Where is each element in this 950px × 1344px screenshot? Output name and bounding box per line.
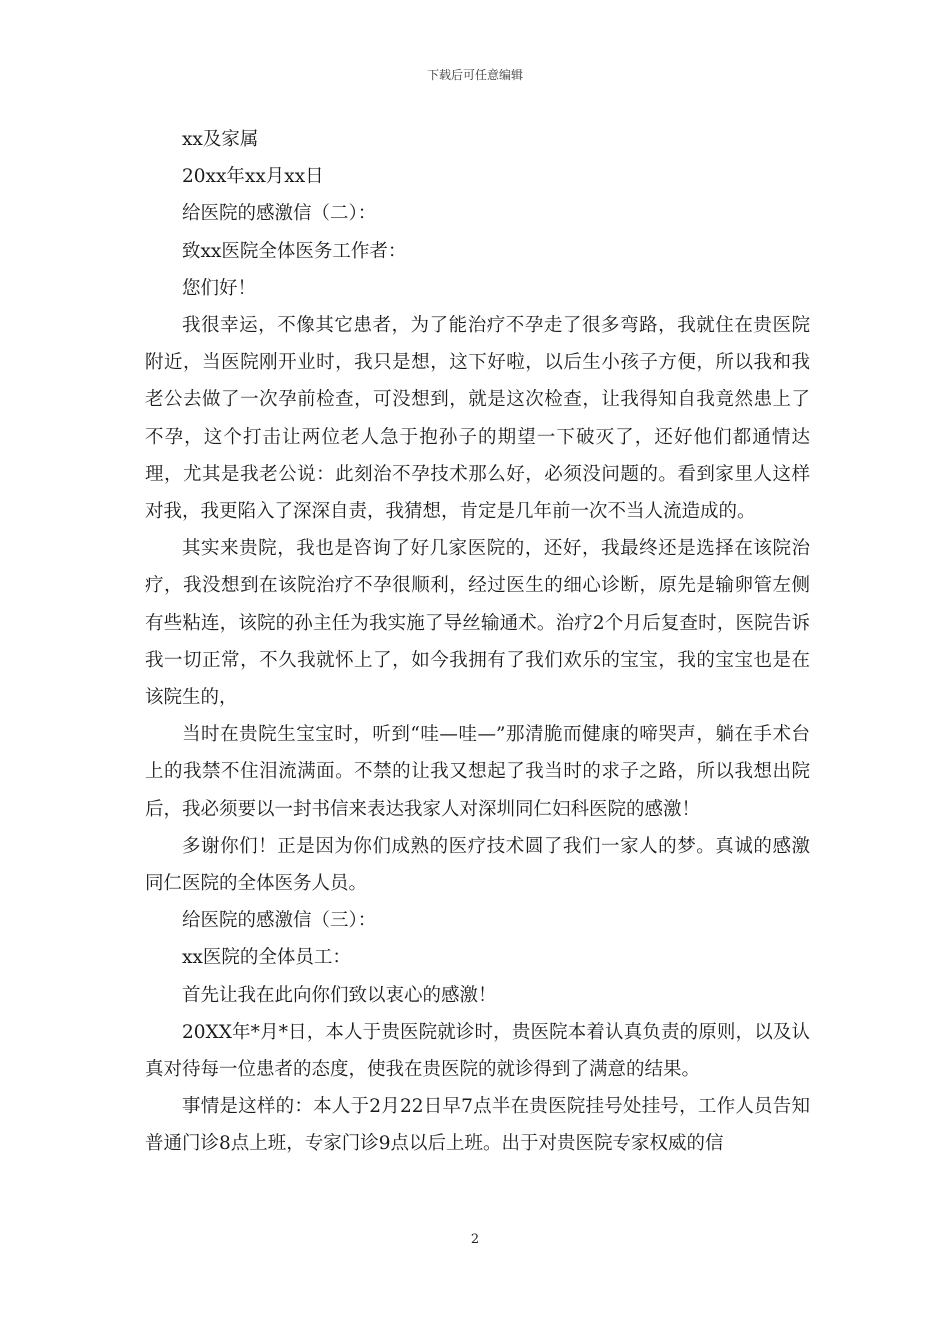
document-body	[145, 121, 810, 1163]
letter2-title: 给医院的感激信（二）：	[182, 203, 377, 225]
letter2-paragraph-4: 多谢你们！正是因为你们成熟的医疗技术圆了我们一家人的梦。真诚的感激同仁医院的全体医务人员。	[145, 835, 810, 895]
letter2-salutation: 致xx医院全体医务工作者：	[182, 240, 407, 262]
letter3-opening: 首先让我在此向你们致以衷心的感激！	[182, 984, 497, 1006]
letter3-paragraph-1: 20XX年*月*日，本人于贵医院就诊时，贵医院本着认真负责的原则，以及认真对待每一位患者的态度，使我在贵医院的就诊得到了满意的结果。	[145, 1021, 810, 1081]
letter2-paragraph-1: 我很幸运，不像其它患者，为了能治疗不孕走了很多弯路，我就住在贵医院附近，当医院刚开业时，我只是想，这下好啦，以后生小孩子方便，所以我和我老公去做了一次孕前检查，可没想到，就是这次检查，让我得知自我竟然患上了不孕，这个打击让两位老人急于抱孙子的期望一下破灭了，还好他们都通情达理，尤其是我老公说：此刻治不孕技术那么好，必须没问题的。看到家里人这样对我，我更陷入了深深自责，我猜想，肯定是几年前一次不当人流造成的。	[145, 315, 810, 523]
letter3-title: 给医院的感激信（三）：	[182, 910, 377, 932]
letter2-paragraph-3: 当时在贵院生宝宝时，听到“哇—哇—”那清脆而健康的啼哭声，躺在手术台上的我禁不住泪流满面。不禁的让我又想起了我当时的求子之路，所以我想出院后，我必须要以一封书信来表达我家人对深圳同仁妇科医院的感激！	[145, 724, 810, 820]
letter3-salutation: xx医院的全体员工：	[182, 947, 351, 969]
letter2-greeting: 您们好！	[182, 277, 257, 299]
date-line: 20xx年xx月xx日	[182, 166, 324, 188]
signature-line: xx及家属	[182, 129, 259, 150]
page-header: 下载后可任意编辑	[426, 68, 523, 82]
letter3-paragraph-2: 事情是这样的：本人于2月22日早7点半在贵医院挂号处挂号，工作人员告知普通门诊8点上班，专家门诊9点以后上班。出于对贵医院专家权威的信	[145, 1096, 810, 1155]
page-number: 2	[470, 1232, 480, 1247]
letter2-paragraph-2: 其实来贵院，我也是咨询了好几家医院的，还好，我最终还是选择在该院治疗，我没想到在该院治疗不孕很顺利，经过医生的细心诊断，原先是输卵管左侧有些粘连，该院的孙主任为我实施了导丝输通术。治疗2个月后复查时，医院告诉我一切正常，不久我就怀上了，如今我拥有了我们欢乐的宝宝，我的宝宝也是在该院生的，	[145, 538, 810, 709]
